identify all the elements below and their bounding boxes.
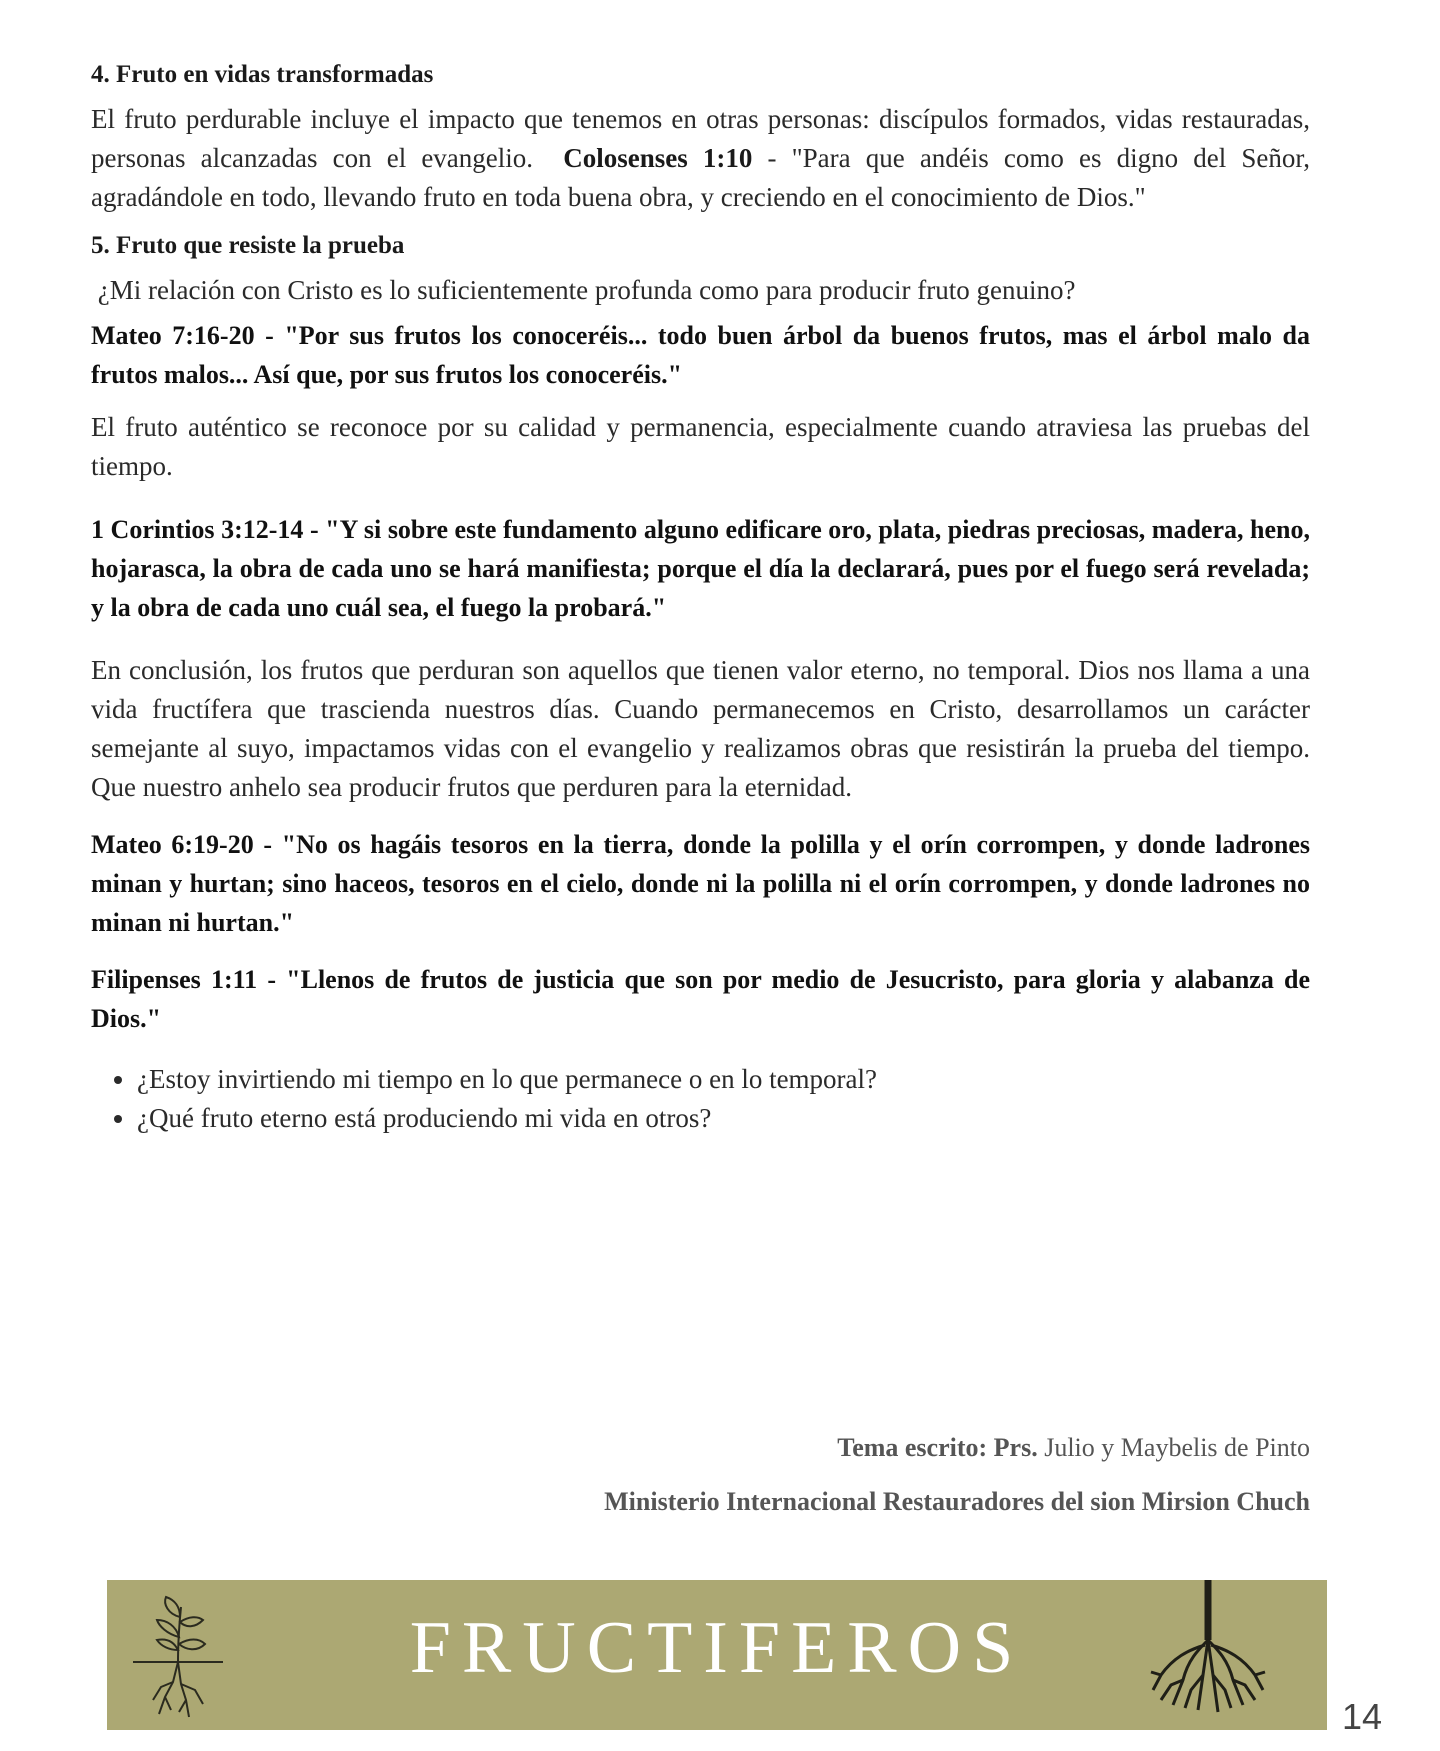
verse-mateo-6: Mateo 6:19-20 - "No os hagáis tesoros en la tierra, donde la polilla y el orín corrompen, y donde ladrones minan y hurtan; sino haceos, tesoros en el cielo, donde ni la polilla ni el orín corrompen, y donde ladrones no minan ni hurtan." xyxy=(91,830,1310,937)
author-label: Tema escrito: Prs. xyxy=(837,1433,1038,1462)
list-item: • ¿Estoy invirtiendo mi tiempo en lo que permanece o en lo temporal? xyxy=(137,1060,1310,1099)
reflection-questions xyxy=(91,1060,1310,1138)
verse-mateo-7: Mateo 7:16-20 - "Por sus frutos los conoceréis... todo buen árbol da buenos frutos, mas el árbol malo da frutos malos... Así que, por sus frutos los conoceréis." xyxy=(91,321,1310,389)
section-5-question xyxy=(91,271,1310,310)
section-5-heading: 5. Fruto que resiste la prueba xyxy=(91,232,405,259)
corintios-reference: 1 Corintios 3:12-14 xyxy=(91,515,304,544)
section-5-question-text: ¿Mi relación con Cristo es lo suficientemente profunda como para producir fruto genuino? xyxy=(97,275,1076,305)
banner-title: FRUCTIFEROS xyxy=(409,1607,1025,1689)
conclusion-paragraph: En conclusión, los frutos que perduran son aquellos que tienen valor eterno, no temporal. Dios nos llama a una vida fructífera que trascienda nuestros días. Cuando permanecemos en Cristo, desarrollamos un carácter semejante al suyo, impactamos vidas con el evangelio y realizamos obras que resistirán la prueba del tiempo. Que nuestro anhelo sea producir frutos que perduren para la eternidad. xyxy=(91,655,1310,802)
section-4-paragraph xyxy=(91,100,1310,217)
colosenses-quote: - "Para que andéis como es digno del Señor, agradándole en todo, llevando fruto en toda buena obra, y creciendo en el conocimiento de Dios." xyxy=(91,143,1311,212)
page-number: 14 xyxy=(1341,1696,1382,1737)
list-item: • ¿Qué fruto eterno está produciendo mi vida en otros? xyxy=(137,1099,1310,1138)
tree-roots-icon xyxy=(1143,1580,1273,1720)
author-credit xyxy=(604,1430,1310,1466)
page-content xyxy=(91,56,1310,1138)
credits xyxy=(604,1430,1310,1520)
author-names: Julio y Maybelis de Pinto xyxy=(1037,1433,1310,1462)
section-4-text: El fruto perdurable incluye el impacto que tenemos en otras personas: discípulos formados, vidas restauradas, personas alcanzadas con el evangelio. xyxy=(91,104,1310,173)
section-4-heading: 4. Fruto en vidas transformadas xyxy=(91,61,434,88)
verse-1-corintios xyxy=(91,510,1310,627)
ministry-name: Ministerio Internacional Restauradores del sion Mirsion Chuch xyxy=(604,1487,1310,1516)
footer-banner xyxy=(107,1580,1327,1730)
verse-filipenses: Filipenses 1:11 - "Llenos de frutos de justicia que son por medio de Jesucristo, para gloria y alabanza de Dios." xyxy=(91,965,1310,1033)
corintios-quote: - "Y si sobre este fundamento alguno edificare oro, plata, piedras preciosas, madera, heno, hojarasca, la obra de cada uno se hará manifiesta; porque el día la declarará, pues por el fuego será revelada; y la obra de cada uno cuál sea, el fuego la probará." xyxy=(91,515,1310,622)
section-5-paragraph: El fruto auténtico se reconoce por su calidad y permanencia, especialmente cuando atraviesa las pruebas del tiempo. xyxy=(91,412,1310,481)
colosenses-reference: Colosenses 1:10 xyxy=(563,143,753,173)
